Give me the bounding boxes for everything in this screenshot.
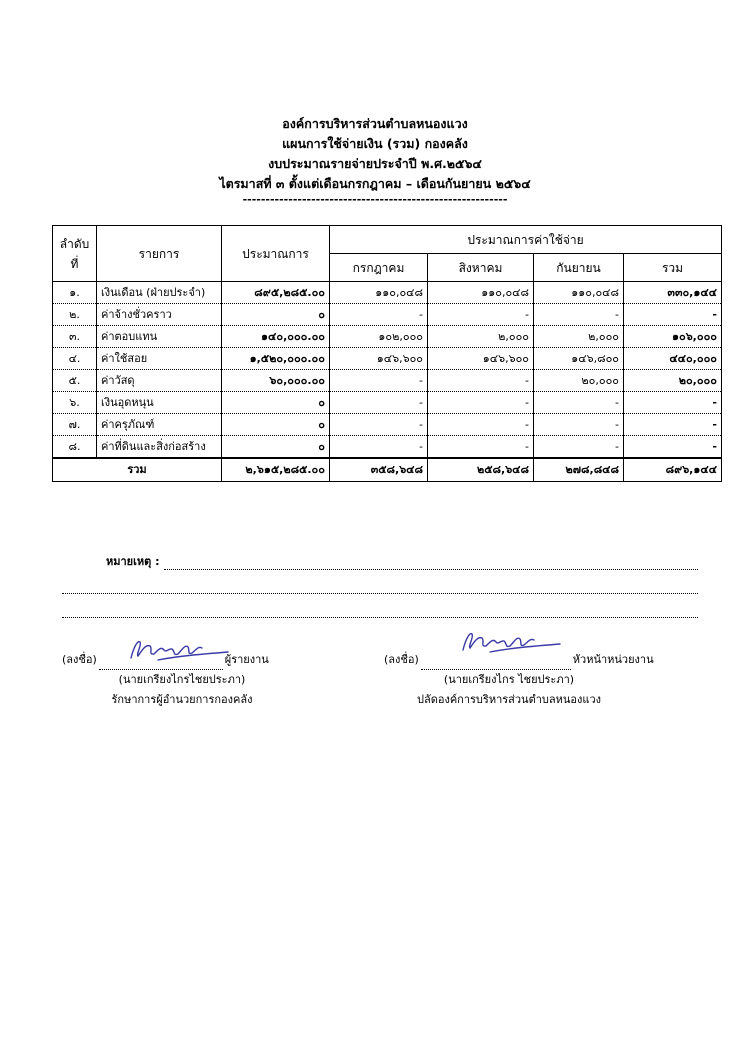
row-total: - xyxy=(624,304,722,326)
signer-left-name: (นายเกรียงไกรไชยประภา) xyxy=(118,673,246,686)
header-total: รวม xyxy=(624,254,722,282)
row-july: - xyxy=(330,370,428,392)
row-item: ค่าจ้างชั่วคราว xyxy=(97,304,222,326)
row-budget: ๐ xyxy=(222,304,330,326)
row-total: ๓๓๐,๑๔๔ xyxy=(624,282,722,304)
row-total: - xyxy=(624,436,722,459)
document-header xyxy=(0,114,750,206)
row-september: ๒๐,๐๐๐ xyxy=(534,370,624,392)
table-row xyxy=(53,414,722,436)
row-total: - xyxy=(624,414,722,436)
row-september: - xyxy=(534,436,624,459)
row-no: ๖. xyxy=(53,392,97,414)
sum-september: ๒๗๘,๘๔๘ xyxy=(534,458,624,482)
row-august: - xyxy=(428,392,534,414)
row-july: - xyxy=(330,414,428,436)
row-july: ๑๔๖,๖๐๐ xyxy=(330,348,428,370)
row-august: - xyxy=(428,370,534,392)
header-budget: ประมาณการ xyxy=(222,226,330,282)
org-name: องค์การบริหารส่วนตำบลหนองแวง xyxy=(282,116,468,131)
header-no: ลำดับที่ xyxy=(53,226,97,282)
row-august: ๒,๐๐๐ xyxy=(428,326,534,348)
row-budget: ๑,๕๒๐,๐๐๐.๐๐ xyxy=(222,348,330,370)
row-august: - xyxy=(428,304,534,326)
table-row xyxy=(53,282,722,304)
row-no: ๗. xyxy=(53,414,97,436)
budget-year: งบประมาณรายจ่ายประจำปี พ.ศ.๒๕๖๔ xyxy=(268,156,482,171)
row-budget: ๖๐,๐๐๐.๐๐ xyxy=(222,370,330,392)
row-item: ค่าตอบแทน xyxy=(97,326,222,348)
header-expense-group: ประมาณการค่าใช้จ่าย xyxy=(330,226,722,254)
row-july: ๑๐๒,๐๐๐ xyxy=(330,326,428,348)
row-budget: ๐ xyxy=(222,436,330,459)
row-budget: ๐ xyxy=(222,414,330,436)
signer-right-line xyxy=(384,650,714,670)
remarks-label: หมายเหตุ : xyxy=(106,555,160,568)
row-september: ๒,๐๐๐ xyxy=(534,326,624,348)
row-september: - xyxy=(534,304,624,326)
signer-left-line xyxy=(62,650,322,670)
signer-right-role: หัวหน้าหน่วยงาน xyxy=(572,653,654,666)
remarks-dotted-line xyxy=(62,581,698,594)
table-row xyxy=(53,392,722,414)
table-row xyxy=(53,326,722,348)
header-august: สิงหาคม xyxy=(428,254,534,282)
table-row xyxy=(53,436,722,459)
signer-right-prefix: (ลงชื่อ) xyxy=(384,653,419,666)
row-july: - xyxy=(330,304,428,326)
sum-label: รวม xyxy=(53,458,222,482)
row-item: เงินเดือน (ฝ่ายประจำ) xyxy=(97,282,222,304)
row-no: ๑. xyxy=(53,282,97,304)
row-july: ๑๑๐,๐๔๘ xyxy=(330,282,428,304)
row-item: ค่าวัสดุ xyxy=(97,370,222,392)
signer-right-name: (นายเกรียงไกร ไชยประภา) xyxy=(443,673,575,686)
remarks-section xyxy=(62,546,698,618)
remarks-line xyxy=(62,546,698,570)
row-july: - xyxy=(330,436,428,459)
table-row xyxy=(53,304,722,326)
row-total: ๑๐๖,๐๐๐ xyxy=(624,326,722,348)
row-august: ๑๑๐,๐๔๘ xyxy=(428,282,534,304)
spending-plan-table xyxy=(52,225,722,482)
row-budget: ๑๔๐,๐๐๐.๐๐ xyxy=(222,326,330,348)
row-budget: ๘๙๕,๒๘๕.๐๐ xyxy=(222,282,330,304)
sum-row xyxy=(53,458,722,482)
row-total: ๒๐,๐๐๐ xyxy=(624,370,722,392)
row-item: เงินอุดหนุน xyxy=(97,392,222,414)
remarks-dotted-line xyxy=(62,605,698,618)
sum-total: ๘๙๖,๑๔๔ xyxy=(624,458,722,482)
row-august: ๑๔๖,๖๐๐ xyxy=(428,348,534,370)
row-september: ๑๔๖,๘๐๐ xyxy=(534,348,624,370)
row-august: - xyxy=(428,436,534,459)
row-no: ๒. xyxy=(53,304,97,326)
header-september: กันยายน xyxy=(534,254,624,282)
row-no: ๕. xyxy=(53,370,97,392)
table-row xyxy=(53,348,722,370)
remarks-line xyxy=(62,570,698,594)
row-total: - xyxy=(624,392,722,414)
row-total: ๔๔๐,๐๐๐ xyxy=(624,348,722,370)
row-item: ค่าที่ดินและสิ่งก่อสร้าง xyxy=(97,436,222,459)
row-item: ค่าครุภัณฑ์ xyxy=(97,414,222,436)
signature-dotted-line xyxy=(99,657,223,670)
signer-left-position: รักษาการผู้อำนวยการกองคลัง xyxy=(111,693,253,706)
row-september: - xyxy=(534,392,624,414)
signer-left-prefix: (ลงชื่อ) xyxy=(62,653,97,666)
row-august: - xyxy=(428,414,534,436)
sum-budget: ๒,๖๑๕,๒๘๕.๐๐ xyxy=(222,458,330,482)
signature-dotted-line xyxy=(421,657,571,670)
plan-title: แผนการใช้จ่ายเงิน (รวม) กองคลัง xyxy=(282,136,468,151)
row-budget: ๐ xyxy=(222,392,330,414)
signer-right-position: ปลัดองค์การบริหารส่วนตำบลหนองแวง xyxy=(416,693,601,706)
row-july: - xyxy=(330,392,428,414)
row-september: - xyxy=(534,414,624,436)
header-july: กรกฎาคม xyxy=(330,254,428,282)
row-september: ๑๑๐,๐๔๘ xyxy=(534,282,624,304)
header-item: รายการ xyxy=(97,226,222,282)
quarter-period: ไตรมาสที่ ๓ ตั้งแต่เดือนกรกฎาคม – เดือนกันยายน ๒๕๖๔ xyxy=(219,176,531,191)
signer-left-role: ผู้รายงาน xyxy=(224,653,269,666)
row-no: ๘. xyxy=(53,436,97,459)
row-no: ๓. xyxy=(53,326,97,348)
sum-august: ๒๕๘,๖๔๘ xyxy=(428,458,534,482)
sum-july: ๓๕๘,๖๔๘ xyxy=(330,458,428,482)
signer-left xyxy=(62,650,322,710)
row-item: ค่าใช้สอย xyxy=(97,348,222,370)
row-no: ๔. xyxy=(53,348,97,370)
header-divider: ---------------------------------------------------------- xyxy=(242,193,508,206)
remarks-line xyxy=(62,594,698,618)
table-row xyxy=(53,370,722,392)
remarks-dotted-line xyxy=(164,557,698,570)
signer-right xyxy=(384,650,714,710)
